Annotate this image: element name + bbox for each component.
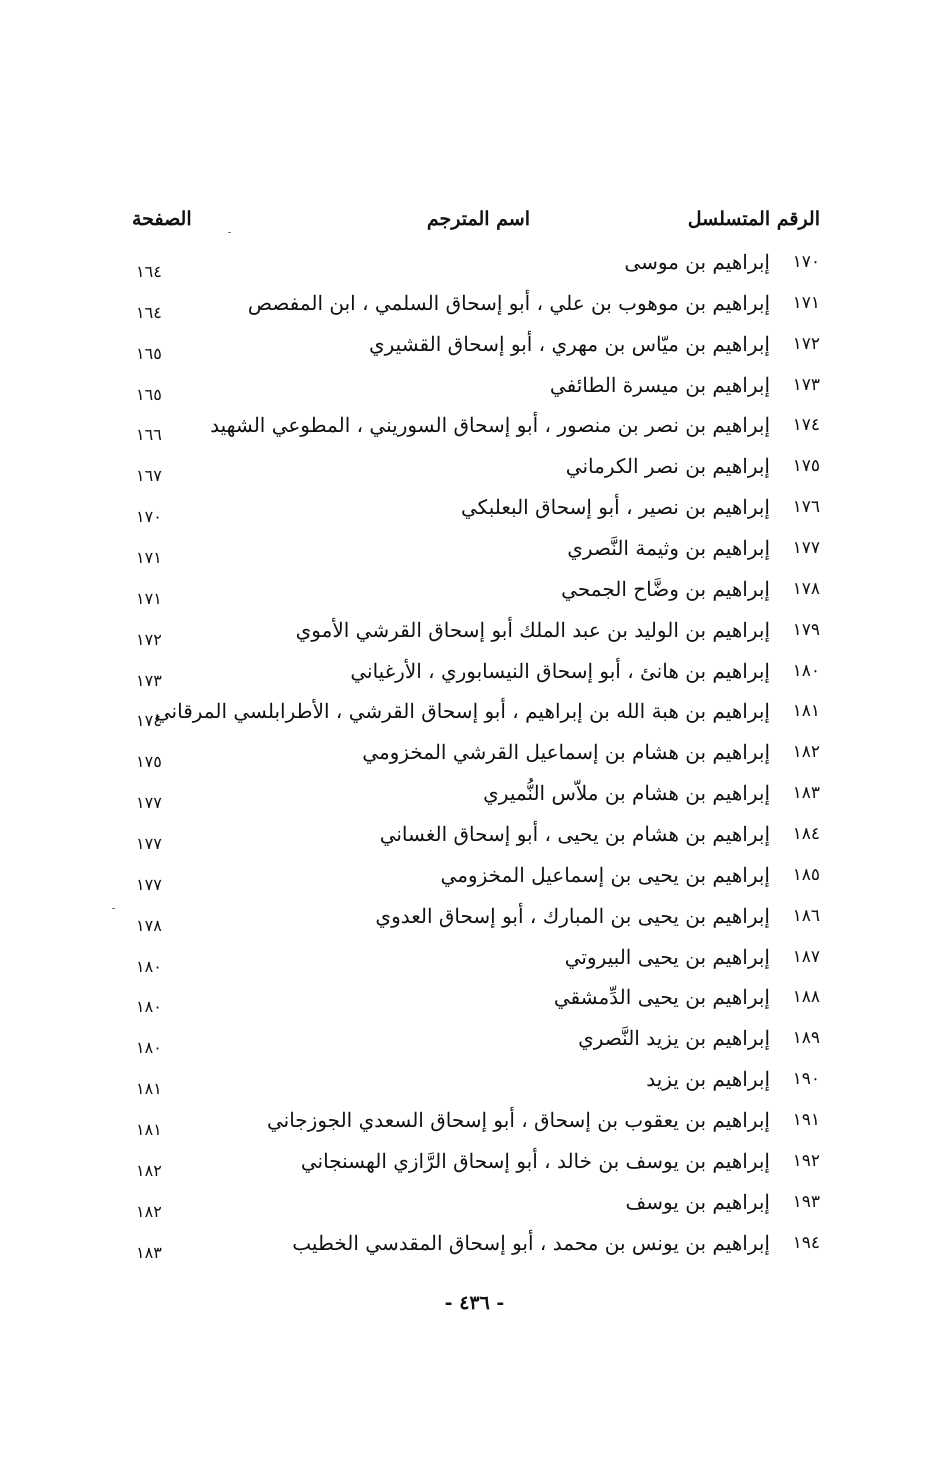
entry-serial-number: ١٨٩ [792,1028,820,1049]
entry-serial-number: ١٧١ [792,292,820,313]
entry-serial-number: ١٧٤ [792,415,820,436]
header-translated-name: اسم المترجم [426,208,530,230]
list-item [120,987,820,1028]
entry-serial-number: ١٨٥ [792,864,820,885]
entry-serial-number: ١٧٧ [792,538,820,559]
entry-name: إبراهيم بن وضَّاح الجمحي [561,576,770,601]
entry-serial-number: ١٧٦ [792,497,820,518]
list-item [120,576,820,620]
list-item [120,456,820,497]
list-item [120,331,820,375]
entry-page: ١٧٧ [136,874,162,894]
entry-serial-number: ١٩١ [792,1110,820,1131]
list-item [120,862,820,906]
entry-serial-number: ١٧٣ [792,374,820,395]
entry-page: ١٧٥ [136,752,162,772]
entry-name: إبراهيم بن يزيد [646,1067,770,1092]
entry-name: إبراهيم بن الوليد بن عبد الملك أبو إسحاق القرشي الأموي [295,617,770,642]
entry-page: ١٦٤ [136,302,162,322]
header-serial-number: الرقم المتسلسل [687,208,820,230]
entry-page: ١٨٢ [136,1160,162,1180]
page-number: - ٤٣٦ - [444,1292,505,1314]
entry-serial-number: ١٨١ [792,701,820,722]
list-item [120,1069,820,1110]
list-item [120,701,820,742]
entry-page: ١٧٠ [136,507,162,527]
list-item [120,783,820,824]
entry-name: إبراهيم بن يحيى بن المبارك ، أبو إسحاق العدوي [375,903,770,928]
entry-serial-number: ١٧٠ [792,252,820,272]
list-item [120,1230,820,1274]
entry-page: ١٧١ [136,548,162,568]
entry-name: إبراهيم بن يعقوب بن إسحاق ، أبو إسحاق السعدي الجوزجاني [266,1108,770,1133]
entry-serial-number: ١٨٦ [792,905,820,926]
list-item [120,252,820,293]
entry-name: إبراهيم بن نصير ، أبو إسحاق البعلبكي [461,495,770,520]
entry-serial-number: ١٨٣ [792,783,820,804]
list-item [120,617,820,661]
entry-page: ١٨١ [136,1079,162,1099]
entry-name: إبراهيم بن يوسف بن خالد ، أبو إسحاق الرَّازي الهسنجاني [300,1148,770,1173]
entry-serial-number: ١٨٢ [792,742,820,763]
entry-name: إبراهيم بن يحيى البيروتي [564,944,770,969]
entry-name: إبراهيم بن هشام بن إسماعيل القرشي المخزومي [362,740,770,765]
entry-serial-number: ١٩٢ [792,1150,820,1171]
entry-page: ١٧٣ [136,670,162,690]
scan-speck [112,908,115,909]
entry-page: ١٦٧ [136,466,162,486]
table-header [120,208,820,244]
list-item [120,1189,820,1233]
list-item [120,497,820,538]
list-item [120,415,820,456]
entry-page: ١٦٥ [136,343,162,363]
list-item [120,742,820,783]
entry-serial-number: ١٧٩ [792,619,820,640]
list-item [120,944,820,988]
list-item [120,538,820,579]
entry-page: ١٧١ [136,588,162,608]
entry-name: إبراهيم بن يونس بن محمد ، أبو إسحاق المقدسي الخطيب [292,1230,770,1255]
entry-page: ١٦٤ [136,262,162,281]
entry-page: ١٨٣ [136,1242,162,1262]
list-item [120,1110,820,1151]
entry-name: إبراهيم بن يوسف [625,1189,770,1214]
entry-name: إبراهيم بن هشام بن ملاّس النُّميري [483,781,770,806]
list-item [120,290,820,334]
entry-page: ١٨٠ [136,1038,162,1058]
list-item [120,1148,820,1192]
entry-name: إبراهيم بن نصر بن منصور ، أبو إسحاق السوريني ، المطوعي الشهيد [210,413,770,438]
entry-name: إبراهيم بن موسى [624,250,770,274]
entry-serial-number: ١٨٧ [792,946,820,967]
entries-list [120,252,820,1273]
list-item [120,372,820,416]
entry-serial-number: ١٧٥ [792,456,820,477]
list-item [120,903,820,947]
entry-name: إبراهيم بن نصر الكرماني [565,454,770,479]
entry-serial-number: ١٨٤ [792,824,820,845]
entry-serial-number: ١٧٢ [792,333,820,354]
entry-page: ١٧٨ [136,915,162,935]
entry-name: إبراهيم بن ميسرة الطائفي [549,372,770,397]
entry-serial-number: ١٩٤ [792,1232,820,1253]
entry-name: إبراهيم بن هانئ ، أبو إسحاق النيسابوري ، الأرغياني [350,658,770,683]
entry-page: ١٨٢ [136,1201,162,1221]
entry-name: إبراهيم بن موهوب بن علي ، أبو إسحاق السلمي ، ابن المفصص [247,290,770,315]
entry-page: ١٨١ [136,1120,162,1140]
entry-page: ١٦٦ [136,425,162,445]
entry-name: إبراهيم بن يحيى بن إسماعيل المخزومي [440,862,770,887]
entry-serial-number: ١٨٠ [792,660,820,681]
list-item [120,658,820,702]
header-page: الصفحة [132,208,192,230]
entry-page: ١٦٥ [136,384,162,404]
scan-speck [228,232,231,233]
entry-page: ١٨٠ [136,997,162,1017]
list-item [120,824,820,865]
entry-serial-number: ١٨٨ [792,987,820,1008]
entry-name: إبراهيم بن ميّاس بن مهري ، أبو إسحاق القشيري [368,331,770,356]
entry-serial-number: ١٩٣ [792,1191,820,1212]
entry-page: ١٧٧ [136,834,162,854]
entry-name: إبراهيم بن يزيد النَّصري [578,1026,770,1051]
entry-name: إبراهيم بن هشام بن يحيى ، أبو إسحاق الغساني [379,822,770,847]
entry-name: إبراهيم بن هبة الله بن إبراهيم ، أبو إسحاق القرشي ، الأطرابلسي المرقاني [154,699,770,724]
entry-name: إبراهيم بن يحيى الدِّمشقي [553,985,770,1010]
entry-serial-number: ١٩٠ [792,1069,820,1090]
list-item [120,1028,820,1069]
entry-page: ١٧٢ [136,629,162,649]
entry-name: إبراهيم بن وثيمة النَّصري [567,536,770,561]
entry-serial-number: ١٧٨ [792,578,820,599]
entry-page: ١٨٠ [136,956,162,976]
entry-page: ١٧٤ [136,711,162,731]
entry-page: ١٧٧ [136,793,162,813]
